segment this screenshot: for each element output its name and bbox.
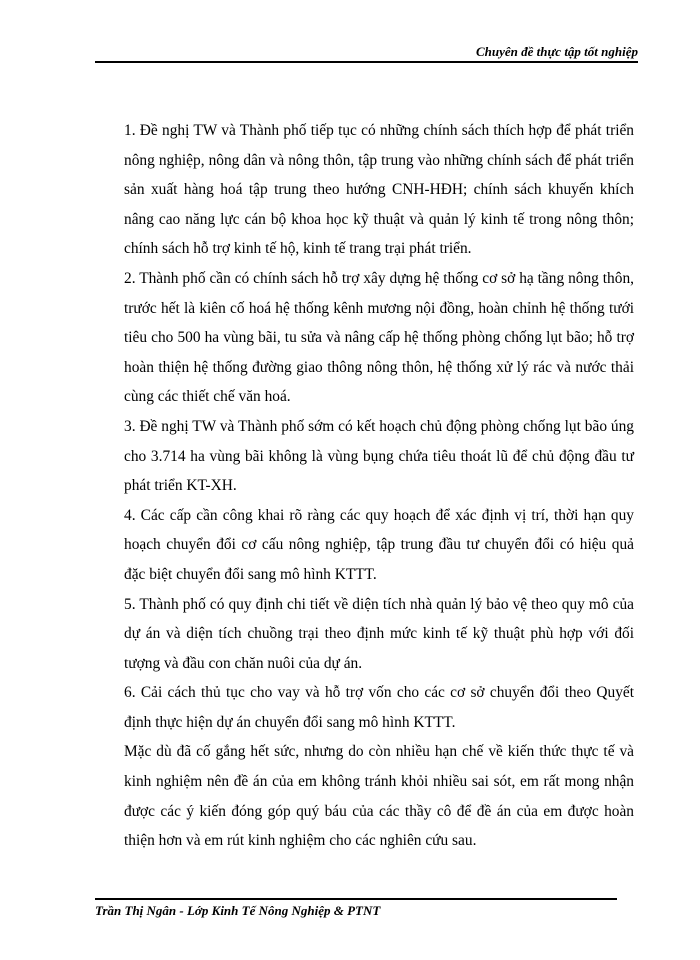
paragraph-recommendation-2: 2. Thành phố cần có chính sách hỗ trợ xây dựng hệ thống cơ sở hạ tầng nông thôn, trước hết là kiên cố hoá hệ thống kênh mương nội đồng, hoàn chỉnh hệ thống tưới tiêu cho 500 ha vùng bãi, tu sửa và nâng cấp hệ thống phòng chống lụt bão; hỗ trợ hoàn thiện hệ thống đường giao thông nông thôn, hệ thống xử lý rác và nước thải cùng các thiết chế văn hoá. (124, 269, 634, 406)
paragraph-recommendation-1: 1. Đề nghị TW và Thành phố tiếp tục có những chính sách thích hợp để phát triển nông nghiệp, nông dân và nông thôn, tập trung vào những chính sách để phát triển sản xuất hàng hoá tập trung theo hướng CNH-HĐH; chính sách khuyến khích nâng cao năng lực cán bộ khoa học kỹ thuật và quản lý kinh tế trong nông thôn; chính sách hỗ trợ kinh tế hộ, kinh tế trang trại phát triển. (124, 122, 634, 258)
paragraph-closing: Mặc dù đã cố gắng hết sức, nhưng do còn nhiều hạn chế về kiến thức thực tế và kinh nghiệm nên đề án của em không tránh khỏi nhiều sai sót, em rất mong nhận được các ý kiến đóng góp quý báu của các thầy cô để đề án của em được hoàn thiện hơn và em rút kinh nghiệm cho các nghiên cứu sau. (124, 743, 634, 850)
document-body (124, 116, 634, 856)
paragraph-recommendation-6: 6. Cải cách thủ tục cho vay và hỗ trợ vốn cho các cơ sở chuyển đổi theo Quyết định thực hiện dự án chuyển đổi sang mô hình KTTT. (124, 684, 634, 731)
page-footer-author: Trần Thị Ngân - Lớp Kinh Tế Nông Nghiệp & PTNT (95, 903, 381, 918)
header-divider (95, 61, 638, 63)
paragraph-recommendation-4: 4. Các cấp cần công khai rõ ràng các quy hoạch để xác định vị trí, thời hạn quy hoạch chuyển đổi cơ cấu nông nghiệp, tập trung đầu tư chuyển đổi có hiệu quả đặc biệt chuyển đổi sang mô hình KTTT. (124, 506, 634, 583)
paragraph-recommendation-5: 5. Thành phố có quy định chi tiết về diện tích nhà quản lý bảo vệ theo quy mô của dự án và diện tích chuồng trại theo định mức kinh tế kỹ thuật phù hợp với đối tượng và đầu con chăn nuôi của dự án. (124, 595, 634, 672)
page-header-title: Chuyên đề thực tập tốt nghiệp (476, 44, 638, 59)
paragraph-recommendation-3: 3. Đề nghị TW và Thành phố sớm có kết hoạch chủ động phòng chống lụt bão úng cho 3.714 ha vùng bãi không là vùng bụng chứa tiêu thoát lũ để chủ động đầu tư phát triển KT-XH. (124, 417, 634, 495)
footer-divider (95, 898, 617, 900)
